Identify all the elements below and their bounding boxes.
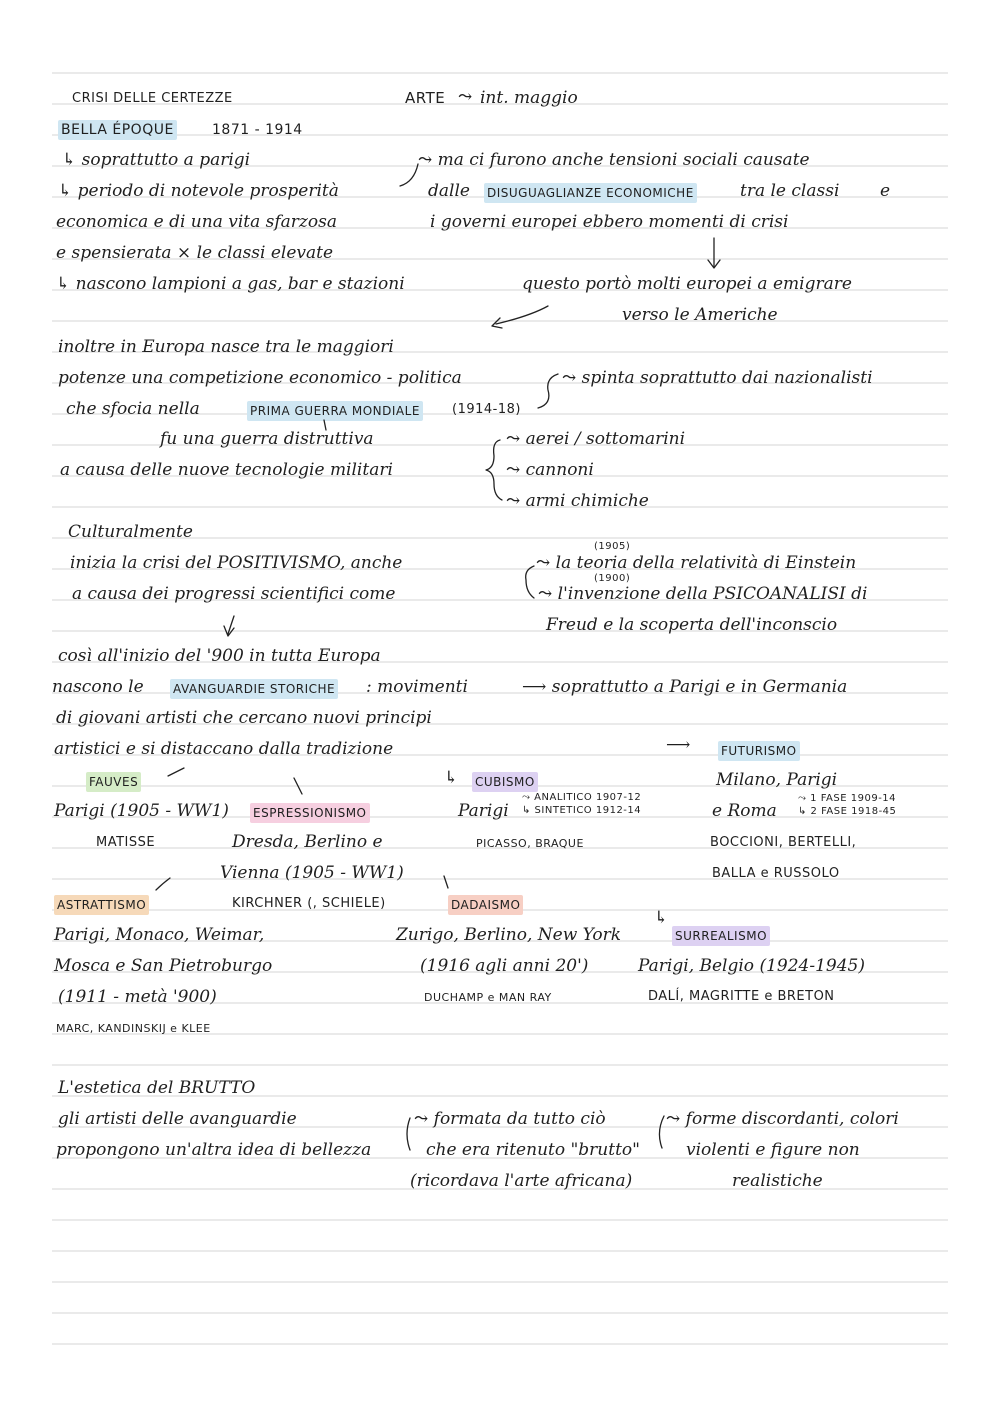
highlight-avanguardie: AVANGUARDIE STORICHE xyxy=(170,679,338,699)
note-line: Parigi, Belgio (1924-1945) xyxy=(638,956,865,976)
note-line: dalle xyxy=(428,181,470,201)
note-line: di giovani artisti che cercano nuovi principi xyxy=(56,708,432,728)
arrow-futurismo: ⟶ xyxy=(666,735,691,755)
tech-item: ⤳ aerei / sottomarini xyxy=(506,429,686,449)
connector-dadaismo-arrow xyxy=(444,876,448,888)
connector-tech-brace xyxy=(486,440,502,500)
artists-futurismo: BOCCIONI, BERTELLI, xyxy=(710,835,857,850)
note-line: Parigi (1905 - WW1) xyxy=(54,801,229,821)
note-line: Vienna (1905 - WW1) xyxy=(220,863,404,883)
arrow-cubismo: ↳ xyxy=(444,768,459,788)
connector-nationalists-bracket xyxy=(538,374,558,408)
section-title-belle-epoque: BELLA ÉPOQUE xyxy=(58,120,177,140)
note-line: inoltre in Europa nasce tra le maggiori xyxy=(58,337,394,357)
note-line: e xyxy=(880,181,891,201)
connector-brutto-bracket2 xyxy=(659,1116,664,1148)
artists-fauves: MATISSE xyxy=(96,835,156,850)
note-line: ⤳ la teoria della relatività di Einstein xyxy=(536,553,857,573)
note-line: artistici e si distaccano dalla tradizione xyxy=(54,739,394,759)
note-line: (1916 agli anni 20') xyxy=(420,956,589,976)
note-line: ⤳ formata da tutto ciò xyxy=(414,1109,606,1129)
artists-astrattismo: MARC, KANDINSKIJ e KLEE xyxy=(56,1022,211,1035)
connector-emigrate-arrow xyxy=(492,306,548,328)
note-line: inizia la crisi del POSITIVISMO, anche xyxy=(70,553,403,573)
note-line: Mosca e San Pietroburgo xyxy=(54,956,273,976)
note-line: ↳ soprattutto a parigi xyxy=(62,150,251,170)
war-years: (1914-18) xyxy=(452,402,521,417)
year-note: (1905) xyxy=(594,541,631,552)
phase-note: ⤳ ANALITICO 1907-12 xyxy=(522,792,642,803)
note-line: (1911 - metà '900) xyxy=(58,987,217,1007)
note-line: Zurigo, Berlino, New York xyxy=(396,925,622,945)
note-line: questo portò molti europei a emigrare xyxy=(522,274,852,294)
artists-surrealismo: DALÍ, MAGRITTE e BRETON xyxy=(648,989,835,1004)
note-line: Freud e la scoperta dell'inconscio xyxy=(546,615,838,635)
connector-culture-arrow xyxy=(224,616,234,636)
note-line: Parigi, Monaco, Weimar, xyxy=(54,925,265,945)
note-line: ↳ nascono lampioni a gas, bar e stazioni xyxy=(56,274,405,294)
arrow-surrealismo: ↳ xyxy=(654,908,669,928)
note-line: ↳ periodo di notevole prosperità xyxy=(58,181,339,201)
artists-cubismo: PICASSO, BRAQUE xyxy=(476,837,584,850)
note-line: verso le Americhe xyxy=(622,305,778,325)
note-line: tra le classi xyxy=(740,181,840,201)
note-line: ⤳ spinta soprattutto dai nazionalisti xyxy=(562,368,873,388)
connector-brutto-bracket1 xyxy=(407,1118,410,1150)
highlight-disuguaglianze: DISUGUAGLIANZE ECONOMICHE xyxy=(484,183,697,203)
note-line: così all'inizio del '900 in tutta Europa xyxy=(58,646,381,666)
belle-epoque-years: 1871 - 1914 xyxy=(212,122,303,138)
movement-astrattismo: ASTRATTISMO xyxy=(54,895,149,915)
movement-surrealismo: SURREALISMO xyxy=(672,926,770,946)
artists-espressionismo: KIRCHNER (, SCHIELE) xyxy=(232,896,386,911)
subject-note: int. maggio xyxy=(480,88,578,108)
note-line: Milano, Parigi xyxy=(716,770,838,790)
phase-note: ↳ SINTETICO 1912-14 xyxy=(522,805,642,816)
movement-futurismo: FUTURISMO xyxy=(718,741,800,761)
note-line: ⤳ l'invenzione della PSICOANALISI di xyxy=(538,584,868,604)
connector-espressionismo-arrow xyxy=(294,778,302,794)
note-line: economica e di una vita sfarzosa xyxy=(56,212,337,232)
artists-dadaismo: DUCHAMP e MAN RAY xyxy=(424,991,552,1004)
tech-item: ⤳ cannoni xyxy=(506,460,594,480)
section-title-brutto: L'estetica del BRUTTO xyxy=(58,1078,256,1098)
phase-note: ↳ 2 FASE 1918-45 xyxy=(798,806,897,817)
connector-crisis-arrow xyxy=(708,238,720,268)
tech-item: ⤳ armi chimiche xyxy=(506,491,649,511)
note-line: gli artisti delle avanguardie xyxy=(58,1109,297,1129)
connector-fauves-arrow xyxy=(168,768,184,776)
artists-futurismo: BALLA e RUSSOLO xyxy=(712,866,840,881)
note-line: i governi europei ebbero momenti di crisi xyxy=(430,212,789,232)
movement-fauves: FAUVES xyxy=(86,772,141,792)
note-line: (ricordava l'arte africana) xyxy=(410,1171,633,1191)
connector-tension-bracket xyxy=(400,164,418,186)
section-title-culturalmente: Culturalmente xyxy=(68,522,193,542)
note-line: ⤳ ma ci furono anche tensioni sociali causate xyxy=(418,150,810,170)
subject-arrow: ⤳ xyxy=(458,87,473,107)
note-line: ⤳ forme discordanti, colori xyxy=(666,1109,899,1129)
note-line: a causa dei progressi scientifici come xyxy=(72,584,396,604)
note-line: che sfocia nella xyxy=(66,399,200,419)
note-line: Parigi xyxy=(458,801,509,821)
note-line: e Roma xyxy=(712,801,777,821)
note-line: a causa delle nuove tecnologie militari xyxy=(60,460,393,480)
note-line: ⟶ soprattutto a Parigi e in Germania xyxy=(522,677,848,697)
note-line: realistiche xyxy=(732,1171,823,1191)
highlight-prima-guerra: PRIMA GUERRA MONDIALE xyxy=(247,401,423,421)
movement-espressionismo: ESPRESSIONISMO xyxy=(250,803,370,823)
note-line: propongono un'altra idea di bellezza xyxy=(56,1140,372,1160)
note-line: violenti e figure non xyxy=(686,1140,860,1160)
note-line: nascono le xyxy=(52,677,144,697)
connector-science-brace xyxy=(526,566,534,598)
subject-label: ARTE xyxy=(405,89,446,107)
note-line: : movimenti xyxy=(366,677,468,697)
page-title: CRISI DELLE CERTEZZE xyxy=(72,91,233,106)
movement-dadaismo: DADAISMO xyxy=(448,895,523,915)
phase-note: ⤳ 1 FASE 1909-14 xyxy=(798,793,897,804)
note-line: potenze una competizione economico - politica xyxy=(58,368,462,388)
movement-cubismo: CUBISMO xyxy=(472,772,538,792)
note-line: che era ritenuto "brutto" xyxy=(426,1140,640,1160)
note-line: fu una guerra distruttiva xyxy=(160,429,374,449)
note-line: Dresda, Berlino e xyxy=(232,832,383,852)
note-line: e spensierata × le classi elevate xyxy=(56,243,334,263)
year-note: (1900) xyxy=(594,573,631,584)
connector-astrattismo-arrow xyxy=(156,878,170,890)
